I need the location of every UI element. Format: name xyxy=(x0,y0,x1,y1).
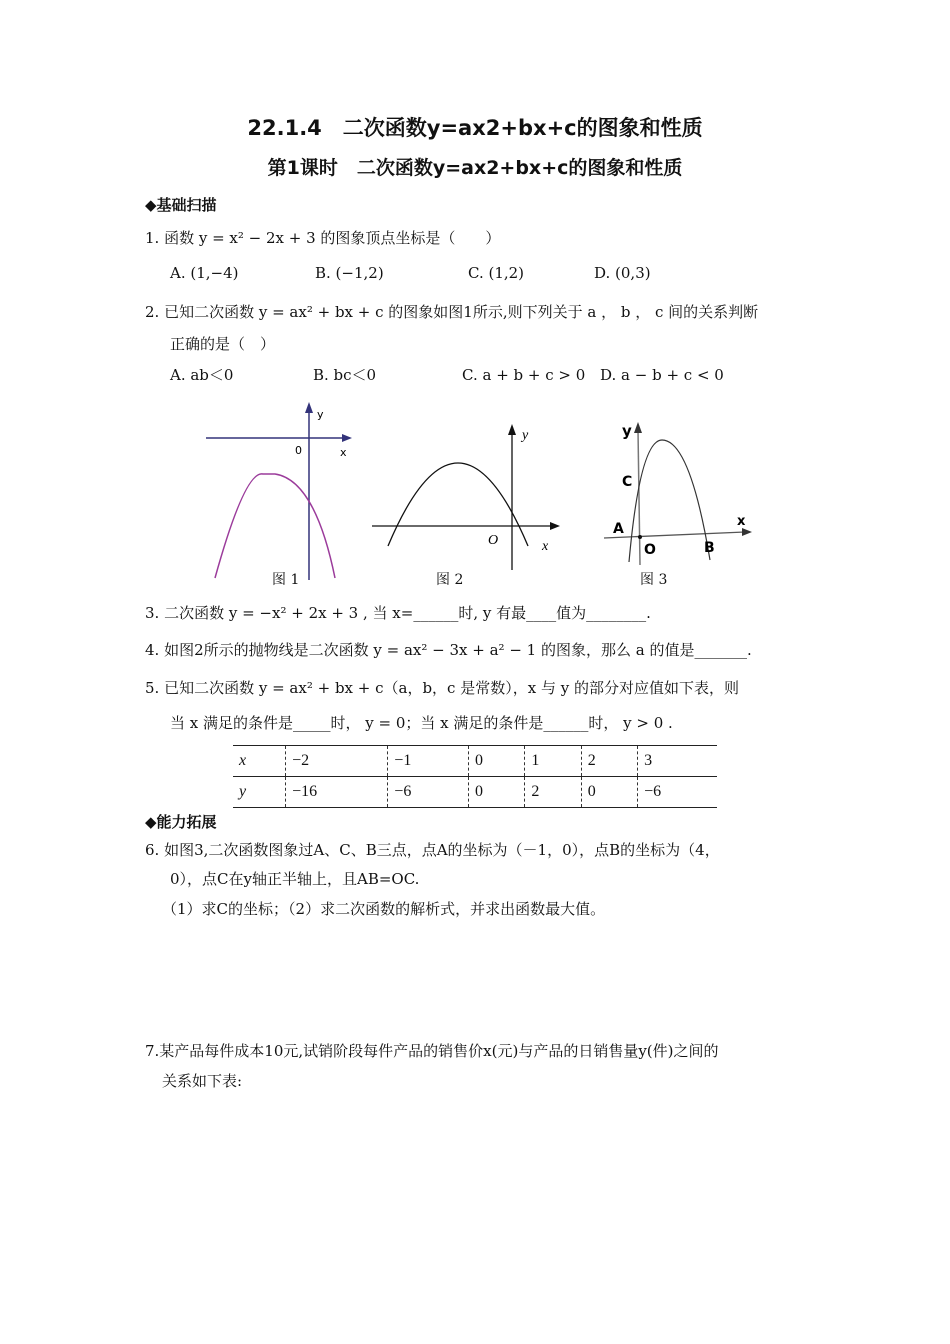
question-1: 1. 函数 y = x² − 2x + 3 的图象顶点坐标是（ ） xyxy=(145,229,501,247)
page-subtitle: 第1课时 二次函数y=ax2+bx+c的图象和性质 xyxy=(267,157,683,179)
table-row-x xyxy=(233,746,717,777)
table-cell: 0 xyxy=(468,746,524,777)
section-basic: ◆基础扫描 xyxy=(145,196,217,214)
fig3-c-label: C xyxy=(622,474,633,490)
q2-option-b: B. bc＜0 xyxy=(313,366,377,384)
q1-option-c: C. (1,2) xyxy=(468,264,525,282)
figure-1-caption: 图 1 xyxy=(272,572,300,588)
fig1-x-label: x xyxy=(340,446,347,459)
table-cell: 2 xyxy=(525,777,581,808)
q1-option-a: A. (1,−4) xyxy=(170,264,239,282)
figure-2-caption: 图 2 xyxy=(436,572,464,588)
fig3-a-label: A xyxy=(613,521,624,537)
table-cell: 0 xyxy=(468,777,524,808)
page-title: 22.1.4 二次函数y=ax2+bx+c的图象和性质 xyxy=(247,116,703,140)
fig1-y-label: y xyxy=(317,408,324,421)
table-cell: y xyxy=(233,777,286,808)
fig1-origin-label: 0 xyxy=(295,444,302,457)
question-6-parts: （1）求C的坐标；（2）求二次函数的解析式，并求出函数最大值。 xyxy=(162,900,606,918)
question-7-cont: 关系如下表: xyxy=(162,1072,243,1090)
q2-option-c: C. a + b + c > 0 xyxy=(462,366,586,384)
fig3-y-label: y xyxy=(622,422,632,440)
q2-option-a: A. ab＜0 xyxy=(170,366,234,384)
question-6: 6. 如图3,二次函数图象过A、C、B三点，点A的坐标为（－1，0），点B的坐标为（4， xyxy=(145,841,720,859)
table-cell: 1 xyxy=(525,746,581,777)
table-cell: −16 xyxy=(286,777,388,808)
figure-3-caption: 图 3 xyxy=(640,572,668,588)
q1-option-d: D. (0,3) xyxy=(594,264,651,282)
fig2-origin-label: O xyxy=(488,533,499,548)
table-row-y xyxy=(233,777,717,808)
q1-option-b: B. (−1,2) xyxy=(315,264,384,282)
fig3-origin-label: O xyxy=(644,542,656,558)
question-3: 3. 二次函数 y = −x² + 2x + 3 , 当 x=______时, y 有最____值为________. xyxy=(145,604,651,622)
table-cell: 3 xyxy=(638,746,717,777)
question-4: 4. 如图2所示的抛物线是二次函数 y = ax² − 3x + a² − 1 的图象，那么 a 的值是_______. xyxy=(145,641,752,659)
table-cell: x xyxy=(233,746,286,777)
question-2-cont: 正确的是（ ） xyxy=(170,335,276,353)
question-5-cont: 当 x 满足的条件是_____时， y = 0；当 x 满足的条件是______时， y > 0 . xyxy=(170,714,673,732)
xy-value-table xyxy=(233,745,717,808)
fig2-x-label: x xyxy=(542,539,549,554)
question-6-cont: 0），点C在y轴正半轴上，且AB=OC. xyxy=(170,870,420,888)
question-7: 7.某产品每件成本10元,试销阶段每件产品的销售价x(元)与产品的日销售量y(件)之间的 xyxy=(145,1042,719,1060)
table-cell: 0 xyxy=(581,777,637,808)
fig3-x-label: x xyxy=(737,514,746,529)
figure-2-graph xyxy=(370,420,570,570)
section-extension: ◆能力拓展 xyxy=(145,813,217,831)
figure-1-graph xyxy=(195,400,365,585)
fig3-b-label: B xyxy=(704,540,715,556)
table-cell: 2 xyxy=(581,746,637,777)
question-5: 5. 已知二次函数 y = ax² + bx + c（a，b，c 是常数），x 与 y 的部分对应值如下表，则 xyxy=(145,679,739,697)
figure-3-graph xyxy=(600,420,760,570)
table-cell: −1 xyxy=(388,746,469,777)
table-cell: −2 xyxy=(286,746,388,777)
table-cell: −6 xyxy=(638,777,717,808)
table-cell: −6 xyxy=(388,777,469,808)
question-2: 2. 已知二次函数 y = ax² + bx + c 的图象如图1所示,则下列关于 a ， b ， c 间的关系判断 xyxy=(145,303,759,321)
q2-option-d: D. a − b + c < 0 xyxy=(600,366,724,384)
fig2-y-label: y xyxy=(522,428,529,443)
